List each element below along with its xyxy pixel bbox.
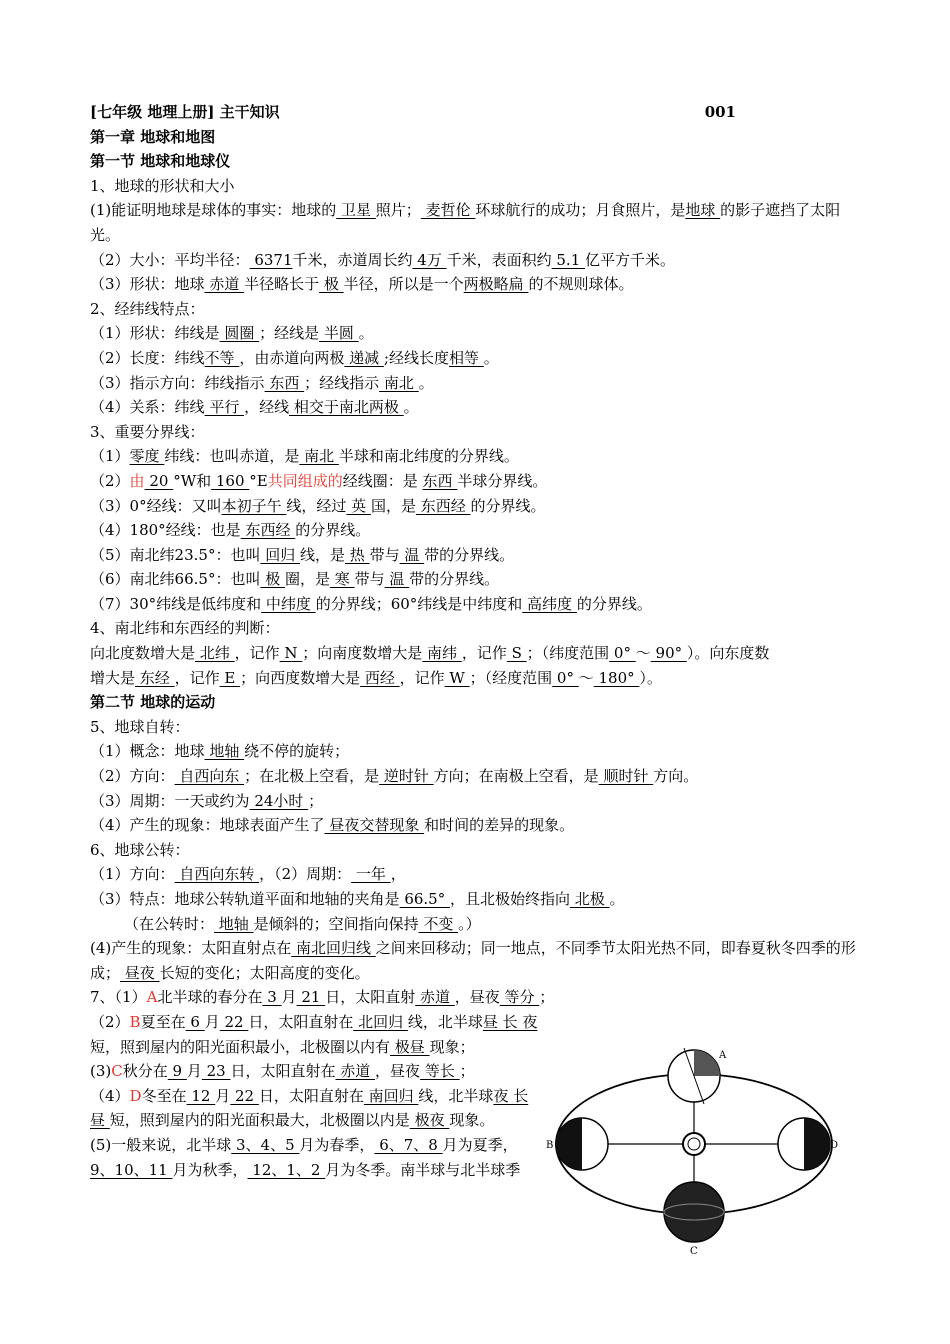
text-segment: 增大是 <box>90 668 136 687</box>
answer-blank: 东西 <box>264 373 305 392</box>
text-line-q1-3 <box>90 272 870 297</box>
text-segment: ；经线是 <box>259 324 320 343</box>
answer-blank: 等长 <box>420 1062 460 1081</box>
document-page <box>90 100 870 1182</box>
text-segment: ，经线 <box>244 398 290 417</box>
answer-blank: 66.5° <box>399 890 450 908</box>
text-line-q6-3 <box>90 912 870 937</box>
text-segment: 亿平方千米。 <box>585 250 676 269</box>
text-line-q3-6 <box>90 567 870 592</box>
text-segment: 线，北半球 <box>418 1086 494 1105</box>
text-segment: 日，太阳直射在 <box>248 1012 354 1031</box>
text-segment: 的分界线；60°纬线是中纬度和 <box>315 594 523 613</box>
text-line-q3-1 <box>90 444 870 469</box>
text-segment: （2） <box>90 471 130 490</box>
answer-blank: 昼夜交替现象 <box>324 816 425 835</box>
text-segment: ，记作 <box>174 668 220 687</box>
text-segment: （4） <box>90 1086 130 1105</box>
text-line-q3-2 <box>90 469 870 494</box>
text-segment: ，昼夜 <box>375 1062 421 1081</box>
answer-blank: 一年 <box>351 865 391 884</box>
text-segment: （6）南北纬66.5°：也叫 <box>90 570 261 589</box>
answer-blank: 顺时针 <box>598 767 654 786</box>
text-segment: （3）0°经线：又叫 <box>90 496 222 515</box>
text-segment: 。 <box>403 398 419 417</box>
answer-blank: 等分 <box>499 988 540 1007</box>
text-segment: 环球航行的成功；月食照片，是 <box>475 201 686 220</box>
text-segment: 短，照到屋内的阳光面积最小，北极圈以内有 <box>90 1037 391 1056</box>
text-segment: 是倾斜的；空间指向保持 <box>253 914 419 933</box>
text-segment: 千米，赤道周长约 <box>292 250 413 269</box>
text-segment: （3）形状：地球 <box>90 275 205 294</box>
text-segment: ； <box>539 988 555 1007</box>
text-segment: 半球和南北纬度的分界线。 <box>338 447 519 466</box>
answer-blank: 5.1 <box>551 250 586 269</box>
text-segment: 日，太阳直射在 <box>230 1062 336 1081</box>
season-text <box>90 1010 540 1182</box>
text-segment: D <box>129 1086 142 1105</box>
text-segment: 5、地球自转： <box>90 717 190 736</box>
main-content <box>90 125 870 1010</box>
text-segment: （2） <box>90 1012 130 1031</box>
answer-blank: 地球 <box>685 201 721 220</box>
text-segment: 经线圈：是 <box>342 471 423 490</box>
text-segment: 带与 <box>354 570 385 589</box>
text-segment: 第一节 地球和地球仪 <box>90 152 231 171</box>
text-segment: ，（2）周期： <box>259 865 352 884</box>
text-segment: （5）南北纬23.5°：也叫 <box>90 545 261 564</box>
answer-blank: 不等 <box>204 348 240 367</box>
text-segment: 半径略长于 <box>244 275 320 294</box>
answer-blank: 逆时针 <box>379 767 434 786</box>
text-segment: 6、地球公转： <box>90 840 190 859</box>
text-segment: 月为秋季， <box>172 1160 248 1179</box>
text-segment: ；在北极上空看，是 <box>244 767 380 786</box>
text-segment: 2、经纬线特点： <box>90 299 205 318</box>
answer-blank: 递减 <box>344 348 384 367</box>
text-segment: 第一章 地球和地图 <box>90 127 216 146</box>
text-segment: 千米，表面积约 <box>446 250 552 269</box>
text-segment: 国，是 <box>370 496 416 515</box>
answer-blank: 南北 <box>299 447 339 466</box>
text-segment: 的不规则球体。 <box>528 275 634 294</box>
text-line-q1 <box>90 174 870 199</box>
answer-blank: 地轴 <box>204 742 245 761</box>
text-segment: 共同组成的 <box>267 471 343 490</box>
answer-blank: 高纬度 <box>522 594 577 613</box>
answer-blank: 圆圈 <box>219 324 260 343</box>
answer-blank: 半圆 <box>319 324 359 343</box>
text-segment: 向北度数增大是 <box>90 644 196 663</box>
text-segment: 月 <box>281 988 297 1007</box>
text-segment: 月为夏季， <box>442 1135 518 1154</box>
text-line-q4-1 <box>90 641 870 666</box>
text-line-q2-4 <box>90 395 870 420</box>
label-c: C <box>690 1246 698 1257</box>
answer-blank: 自西向东 <box>174 767 245 786</box>
text-line-q7 <box>90 985 870 1010</box>
label-a: A <box>719 1050 727 1061</box>
answer-blank: 20 <box>144 471 174 490</box>
answer-blank: 相交于南北两极 <box>289 398 404 417</box>
earth-c <box>664 1182 724 1242</box>
text-line-q1-1 <box>90 198 870 247</box>
text-segment: 。 <box>358 324 374 343</box>
answer-blank: 两极略扁 <box>463 275 529 294</box>
text-segment: 北半球的春分在 <box>157 988 263 1007</box>
answer-blank: 自西向东转 <box>174 865 260 884</box>
text-segment: 7、（1） <box>90 988 147 1007</box>
label-b: B <box>546 1140 554 1151</box>
text-segment: 。） <box>458 914 481 933</box>
earth-orbit-diagram <box>546 1036 839 1257</box>
text-line-q6-4 <box>90 936 870 985</box>
text-segment: ， <box>390 865 406 884</box>
answer-blank: 6 <box>185 1012 205 1031</box>
answer-blank: N <box>279 644 303 663</box>
text-segment: 方向。 <box>653 767 699 786</box>
answer-blank: 极昼 <box>390 1037 430 1056</box>
text-segment: 日，太阳直射 <box>325 988 416 1007</box>
text-line-q3 <box>90 420 870 445</box>
text-segment: 第二节 地球的运动 <box>90 693 216 712</box>
text-segment: (3) <box>90 1062 112 1081</box>
text-segment: （7）30°纬线是低纬度和 <box>90 594 262 613</box>
answer-blank: 东西经 <box>240 521 296 540</box>
answer-blank: 南北回归线 <box>291 939 376 958</box>
answer-blank: 9 <box>167 1062 187 1081</box>
text-segment: 月 <box>204 1012 220 1031</box>
text-line-q6-2 <box>90 887 870 912</box>
answer-blank: 极夜 <box>409 1111 450 1130</box>
text-segment: 冬至在 <box>141 1086 187 1105</box>
text-segment: （1）方向： <box>90 865 175 884</box>
answer-blank: 21 <box>296 988 326 1007</box>
text-line-sec1 <box>90 149 870 174</box>
text-segment: 绕不停的旋转； <box>244 742 350 761</box>
answer-blank: 赤道 <box>204 275 245 294</box>
answer-blank: 东西经 <box>415 496 471 515</box>
text-segment: 的分界线。 <box>576 594 652 613</box>
text-segment: ；向南度数增大是 <box>302 644 423 663</box>
text-segment: 月为冬季。南半球与北半球季 <box>325 1160 521 1179</box>
text-segment: ；经线指示 <box>304 373 380 392</box>
text-segment: 照片； <box>375 201 421 220</box>
text-segment: （4）产生的现象：地球表面产生了 <box>90 816 325 835</box>
text-line-q3-4 <box>90 518 870 543</box>
text-segment: （4）180°经线：也是 <box>90 521 241 540</box>
text-segment: 秋分在 <box>122 1062 168 1081</box>
text-segment: 日，太阳直射在 <box>258 1086 364 1105</box>
text-segment: 夏至在 <box>140 1012 186 1031</box>
text-segment: 方向；在南极上空看，是 <box>433 767 599 786</box>
text-segment: 带与 <box>369 545 400 564</box>
answer-blank: 昼 长 夜 <box>482 1012 538 1031</box>
answer-blank: 温 <box>384 570 410 589</box>
answer-blank: 南回归 <box>363 1086 419 1105</box>
text-segment: ，记作 <box>399 668 445 687</box>
text-segment: °W和 <box>173 471 212 490</box>
text-line-q3-5 <box>90 543 870 568</box>
text-segment: ～ <box>578 668 594 687</box>
text-segment: 带的分界线。 <box>409 570 500 589</box>
text-segment: （3）周期：一天或约为 <box>90 791 250 810</box>
text-segment: 线，经过 <box>286 496 347 515</box>
earth-b <box>556 1118 608 1170</box>
answer-blank: 北纬 <box>195 644 235 663</box>
text-segment: 现象。 <box>449 1111 495 1130</box>
text-segment: 的影子遮挡了太阳光。 <box>90 201 841 244</box>
text-segment: A <box>146 988 158 1007</box>
text-line-q2-2 <box>90 346 870 371</box>
text-segment: 半球分界线。 <box>457 471 548 490</box>
text-segment: ； <box>459 1062 475 1081</box>
text-line-q5-3 <box>90 789 870 814</box>
text-segment: ；向西度数增大是 <box>240 668 361 687</box>
text-segment: 月为春季， <box>299 1135 375 1154</box>
text-line-q6 <box>90 838 870 863</box>
answer-blank: 22 <box>219 1012 249 1031</box>
answer-blank: 3 <box>262 988 282 1007</box>
text-line-q2-1 <box>90 321 870 346</box>
text-line-q5-1 <box>90 739 870 764</box>
text-segment: 长短的变化；太阳高度的变化。 <box>159 963 370 982</box>
text-segment: 带的分界线。 <box>424 545 515 564</box>
answer-blank: 南北 <box>379 373 419 392</box>
text-segment: （1） <box>90 447 130 466</box>
answer-blank: 北极 <box>570 890 610 908</box>
text-line-q6-1 <box>90 862 870 887</box>
text-line-q2 <box>90 297 870 322</box>
answer-blank: 12、1、2 <box>247 1160 326 1179</box>
text-line-q7-2 <box>90 1010 540 1059</box>
answer-blank: 23 <box>201 1062 231 1081</box>
text-segment: ；（纬度范围 <box>526 644 610 663</box>
page-header <box>90 100 736 125</box>
earth-d <box>778 1118 830 1170</box>
answer-blank: 夜 长 昼 <box>90 1086 529 1130</box>
text-segment: （2）长度：纬线 <box>90 348 205 367</box>
text-line-q5 <box>90 715 870 740</box>
answer-blank: 0° <box>552 668 579 687</box>
text-segment: 。 <box>418 373 434 392</box>
text-segment: 之间来回移动；同一地点，不同季节太阳光热不同，即春夏秋冬四季的形成； <box>90 939 856 982</box>
text-segment: C <box>111 1062 123 1081</box>
answer-blank: 12 <box>186 1086 216 1105</box>
text-segment: 线，北半球 <box>407 1012 483 1031</box>
earth-a <box>668 1048 720 1104</box>
text-segment: （1）形状：纬线是 <box>90 324 220 343</box>
text-segment: B <box>129 1012 141 1031</box>
answer-blank: 卫星 <box>336 201 376 220</box>
answer-blank: 温 <box>399 545 425 564</box>
answer-blank: 热 <box>345 545 370 564</box>
text-segment: （在公转时： <box>124 914 215 933</box>
text-segment: 月 <box>215 1086 231 1105</box>
answer-blank: 寒 <box>330 570 355 589</box>
answer-blank: S <box>506 644 527 663</box>
text-segment: (1)能证明地球是球体的事实：地球的 <box>90 201 337 220</box>
text-segment: 和时间的差异的现象。 <box>424 816 575 835</box>
text-segment: 圈，是 <box>285 570 331 589</box>
answer-blank: 南纬 <box>422 644 462 663</box>
answer-blank: 极 <box>260 570 285 589</box>
answer-blank: 平行 <box>204 398 245 417</box>
label-d: D <box>830 1140 839 1151</box>
answer-blank: 零度 <box>129 447 165 466</box>
answer-blank: 地轴 <box>214 914 254 933</box>
text-segment: ～ <box>635 644 651 663</box>
text-segment: 3、重要分界线： <box>90 422 205 441</box>
text-segment: （4）关系：纬线 <box>90 398 205 417</box>
answer-blank: 赤道 <box>415 988 455 1007</box>
text-line-q7-5 <box>90 1133 540 1182</box>
text-segment: 。 <box>483 348 499 367</box>
text-line-q1-2 <box>90 248 870 273</box>
text-segment: ，昼夜 <box>454 988 500 1007</box>
text-segment: (4)产生的现象：太阳直射点在 <box>90 939 292 958</box>
text-segment: （1）概念：地球 <box>90 742 205 761</box>
answer-blank: 回归 <box>260 545 300 564</box>
answer-blank: 180° <box>593 668 640 687</box>
header-title: [七年级 地理上册] 主干知识 <box>90 103 280 121</box>
answer-blank: 不变 <box>418 914 459 933</box>
answer-blank: 3、4、5 <box>231 1135 300 1154</box>
text-segment: ；（经度范围 <box>469 668 553 687</box>
answer-blank: 东西 <box>422 471 458 490</box>
text-line-q3-3 <box>90 494 870 519</box>
text-segment: （2）大小：平均半径： <box>90 250 250 269</box>
text-segment: ;经线长度 <box>383 348 449 367</box>
text-segment: (5)一般来说，北半球 <box>90 1135 232 1154</box>
answer-blank: 极 <box>319 275 344 294</box>
answer-blank: 本初子午 <box>221 496 287 515</box>
text-segment: （2）方向： <box>90 767 175 786</box>
text-line-q5-2 <box>90 764 870 789</box>
text-segment: ； <box>308 791 324 810</box>
answer-blank: W <box>444 668 470 687</box>
text-line-q3-7 <box>90 592 870 617</box>
answer-blank: 22 <box>230 1086 259 1105</box>
text-segment: 纬线：也叫赤道，是 <box>164 447 300 466</box>
text-line-sec2 <box>90 690 870 715</box>
answer-blank: 英 <box>346 496 371 515</box>
answer-blank: 4万 <box>412 250 447 269</box>
text-segment: °E <box>249 471 268 490</box>
answer-blank: 中纬度 <box>261 594 316 613</box>
text-segment: 月 <box>186 1062 202 1081</box>
answer-blank: 昼夜 <box>120 963 160 982</box>
text-line-ch1 <box>90 125 870 150</box>
answer-blank: 6、7、8 <box>374 1135 443 1154</box>
text-line-q4 <box>90 616 870 641</box>
text-segment: 线，是 <box>300 545 346 564</box>
answer-blank: E <box>219 668 241 687</box>
text-line-q7-4 <box>90 1084 540 1133</box>
text-line-q4-2 <box>90 666 870 691</box>
text-segment: 。 <box>609 890 625 908</box>
answer-blank: 160 <box>211 471 250 490</box>
text-segment: ，由赤道向两极 <box>239 348 345 367</box>
page-number: 001 <box>704 103 736 121</box>
answer-blank: 24小时 <box>249 791 309 810</box>
text-segment: 的分界线。 <box>295 521 371 540</box>
answer-blank: 9、10、11 <box>90 1160 173 1179</box>
text-segment: 半径，所以是一个 <box>343 275 464 294</box>
text-segment: ，且北极始终指向 <box>449 890 570 908</box>
text-segment: ）。 <box>639 668 662 687</box>
answer-blank: 麦哲伦 <box>420 201 476 220</box>
text-segment: ，记作 <box>234 644 280 663</box>
answer-blank: 90° <box>650 644 687 663</box>
text-line-q7-3 <box>90 1059 540 1084</box>
text-segment: （3）指示方向：纬线指示 <box>90 373 265 392</box>
answer-blank: 西经 <box>360 668 400 687</box>
text-segment: 1、地球的形状和大小 <box>90 176 235 195</box>
answer-blank: 东经 <box>135 668 175 687</box>
answer-blank: 0° <box>609 644 636 663</box>
text-segment: 的分界线。 <box>470 496 546 515</box>
text-segment: （3）特点：地球公转轨道平面和地轴的夹角是 <box>90 890 400 908</box>
answer-blank: 相等 <box>448 348 484 367</box>
text-segment: ）。向东度数 <box>686 644 770 663</box>
text-segment: 短，照到屋内的阳光面积最大，北极圈以内是 <box>109 1111 410 1130</box>
text-segment: 4、南北纬和东西经的判断： <box>90 619 280 638</box>
answer-blank: 6371 <box>249 250 293 269</box>
text-segment: 现象； <box>429 1037 475 1056</box>
answer-blank: 赤道 <box>335 1062 376 1081</box>
text-segment: ，记作 <box>461 644 507 663</box>
text-line-q5-4 <box>90 813 870 838</box>
text-segment: 由 <box>129 471 145 490</box>
answer-blank: 北回归 <box>353 1012 408 1031</box>
text-line-q2-3 <box>90 371 870 396</box>
